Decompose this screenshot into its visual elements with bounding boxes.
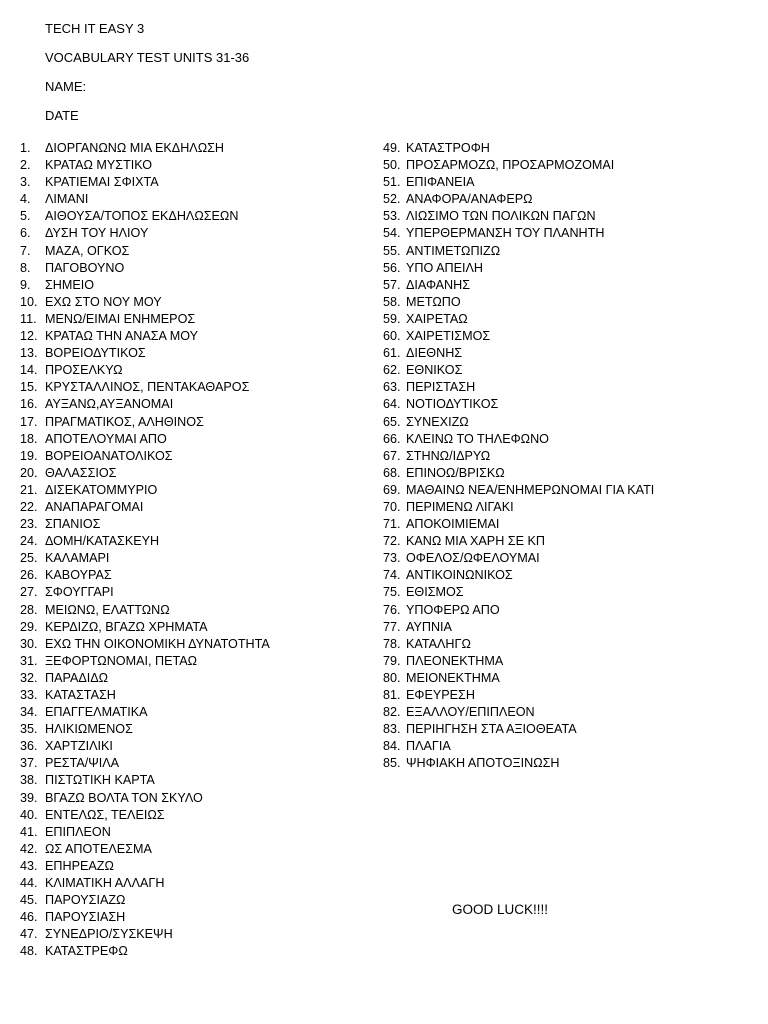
item-number: 22.	[20, 499, 38, 514]
item-term: ΗΛΙΚΙΩΜΕΝΟΣ	[45, 722, 133, 737]
list-item	[383, 448, 763, 465]
list-item	[20, 396, 360, 413]
item-number: 7.	[20, 243, 31, 258]
item-term: ΜΕΙΩΝΩ, ΕΛΑΤΤΩΝΩ	[45, 602, 170, 617]
document-header	[45, 21, 249, 137]
item-number: 13.	[20, 346, 38, 361]
item-term: ΛΙΩΣΙΜΟ ΤΩΝ ΠΟΛΙΚΩΝ ΠΑΓΩΝ	[406, 209, 596, 224]
item-term: ΚΑΤΑΛΗΓΩ	[406, 636, 471, 651]
list-item	[383, 619, 763, 636]
item-number: 36.	[20, 739, 38, 754]
item-number: 74.	[383, 568, 401, 583]
item-number: 58.	[383, 294, 401, 309]
item-number: 38.	[20, 773, 38, 788]
item-number: 50.	[383, 158, 401, 173]
list-item	[383, 191, 763, 208]
item-term: ΠΕΡΙΗΓΗΣΗ ΣΤΑ ΑΞΙΟΘΕΑΤΑ	[406, 722, 577, 737]
list-item	[383, 311, 763, 328]
name-label: NAME:	[45, 79, 87, 94]
vocabulary-list-left	[20, 140, 360, 961]
item-number: 78.	[383, 636, 401, 651]
list-item	[20, 687, 360, 704]
list-item	[383, 362, 763, 379]
item-term: ΠΡΟΣΕΛΚΥΩ	[45, 363, 123, 378]
list-item	[20, 140, 360, 157]
list-item	[20, 414, 360, 431]
list-item	[383, 294, 763, 311]
item-number: 41.	[20, 824, 38, 839]
item-number: 62.	[383, 363, 401, 378]
list-item	[20, 482, 360, 499]
list-item	[383, 499, 763, 516]
list-item	[20, 755, 360, 772]
item-term: ΠΛΕΟΝΕΚΤΗΜΑ	[406, 653, 504, 668]
list-item	[383, 584, 763, 601]
list-item	[383, 721, 763, 738]
list-item	[383, 687, 763, 704]
item-term: ΔΙΑΦΑΝΗΣ	[406, 277, 471, 292]
list-item	[20, 721, 360, 738]
list-item	[20, 431, 360, 448]
item-number: 35.	[20, 722, 38, 737]
list-item	[20, 448, 360, 465]
item-number: 20.	[20, 465, 38, 480]
item-number: 57.	[383, 277, 401, 292]
item-number: 31.	[20, 653, 38, 668]
item-number: 9.	[20, 277, 31, 292]
item-number: 67.	[383, 448, 401, 463]
list-item	[20, 379, 360, 396]
item-number: 23.	[20, 517, 38, 532]
item-term: ΣΥΝΕΧΙΖΩ	[406, 414, 469, 429]
item-term: ΥΠΟ ΑΠΕΙΛΗ	[406, 260, 483, 275]
item-number: 3.	[20, 175, 31, 190]
list-item	[20, 636, 360, 653]
item-number: 51.	[383, 175, 401, 190]
item-number: 59.	[383, 311, 401, 326]
item-term: ΑΠΟΤΕΛΟΥΜΑΙ ΑΠΟ	[45, 431, 167, 446]
list-item	[383, 482, 763, 499]
item-number: 6.	[20, 226, 31, 241]
list-item	[20, 926, 360, 943]
list-item	[383, 550, 763, 567]
list-item	[20, 790, 360, 807]
item-number: 44.	[20, 876, 38, 891]
item-number: 63.	[383, 380, 401, 395]
item-term: ΚΕΡΔΙΖΩ, ΒΓΑΖΩ ΧΡΗΜΑΤΑ	[45, 619, 208, 634]
item-number: 85.	[383, 756, 401, 771]
list-item	[20, 824, 360, 841]
list-item	[383, 208, 763, 225]
item-term: ΒΟΡΕΙΟΔΥΤΙΚΟΣ	[45, 346, 146, 361]
list-item	[20, 841, 360, 858]
list-item	[383, 243, 763, 260]
item-term: ΔΙΟΡΓΑΝΩΝΩ ΜΙΑ ΕΚΔΗΛΩΣΗ	[45, 141, 225, 155]
list-item	[20, 875, 360, 892]
item-number: 60.	[383, 329, 401, 344]
list-item	[383, 414, 763, 431]
list-item	[20, 157, 360, 174]
item-number: 33.	[20, 688, 38, 702]
item-term: ΕΘΝΙΚΟΣ	[406, 363, 463, 378]
list-item	[20, 772, 360, 789]
date-label: DATE	[45, 108, 79, 123]
item-term: ΕΠΙΠΛΕΟΝ	[45, 824, 111, 839]
item-term: ΠΑΓΟΒΟΥΝΟ	[45, 260, 125, 275]
item-term: ΑΝΑΠΑΡΑΓΟΜΑΙ	[45, 499, 144, 514]
item-term: ΑΠΟΚΟΙΜΙΕΜΑΙ	[406, 517, 500, 532]
item-term: ΠΡΟΣΑΡΜΟΖΩ, ΠΡΟΣΑΡΜΟΖΟΜΑΙ	[406, 158, 615, 173]
item-number: 28.	[20, 602, 38, 617]
item-term: ΝΟΤΙΟΔΥΤΙΚΟΣ	[406, 397, 499, 412]
item-number: 16.	[20, 397, 38, 412]
item-number: 84.	[383, 739, 401, 754]
list-item	[20, 909, 360, 926]
item-term: ΣΤΗΝΩ/ΙΔΡΥΩ	[406, 448, 491, 463]
item-term: ΟΦΕΛΟΣ/ΩΦΕΛΟΥΜΑΙ	[406, 551, 540, 566]
list-item	[383, 704, 763, 721]
item-term: ΔΟΜΗ/ΚΑΤΑΣΚΕΥΗ	[45, 534, 160, 549]
item-number: 12.	[20, 329, 38, 344]
list-item	[383, 225, 763, 242]
item-number: 55.	[383, 243, 401, 258]
item-number: 71.	[383, 517, 401, 532]
item-term: ΕΠΗΡΕΑΖΩ	[45, 858, 114, 873]
item-number: 81.	[383, 688, 401, 702]
item-number: 1.	[20, 141, 31, 155]
item-term: ΩΣ ΑΠΟΤΕΛΕΣΜΑ	[45, 841, 152, 856]
item-term: ΡΕΣΤΑ/ΨΙΛΑ	[45, 756, 120, 771]
list-item	[20, 602, 360, 619]
list-item	[20, 807, 360, 824]
list-item	[20, 191, 360, 208]
item-term: ΣΗΜΕΙΟ	[45, 277, 95, 292]
item-term: ΠΕΡΙΣΤΑΣΗ	[406, 380, 476, 395]
item-number: 79.	[383, 653, 401, 668]
list-item	[383, 345, 763, 362]
item-term: ΔΥΣΗ ΤΟΥ ΗΛΙΟΥ	[45, 226, 149, 241]
item-term: ΧΑΙΡΕΤΙΣΜΟΣ	[406, 329, 491, 344]
item-number: 26.	[20, 568, 38, 583]
item-term: ΔΙΣΕΚΑΤΟΜΜΥΡΙΟ	[45, 482, 158, 497]
list-item	[20, 311, 360, 328]
list-item	[20, 653, 360, 670]
item-term: ΕΦΕΥΡΕΣΗ	[406, 688, 475, 702]
item-term: ΣΥΝΕΔΡΙΟ/ΣΥΣΚΕΨΗ	[45, 927, 173, 942]
item-term: ΔΙΕΘΝΗΣ	[406, 346, 463, 361]
item-term: ΕΠΙΦΑΝΕΙΑ	[406, 175, 475, 190]
item-number: 15.	[20, 380, 38, 395]
item-term: ΕΞΑΛΛΟΥ/ΕΠΙΠΛΕΟΝ	[406, 705, 535, 720]
closing-message: GOOD LUCK!!!!	[452, 902, 549, 917]
list-item	[20, 516, 360, 533]
item-term: ΞΕΦΟΡΤΩΝΟΜΑΙ, ΠΕΤΑΩ	[45, 653, 198, 668]
item-number: 75.	[383, 585, 401, 600]
item-term: ΕΘΙΣΜΟΣ	[406, 585, 464, 600]
list-item	[20, 550, 360, 567]
item-number: 30.	[20, 636, 38, 651]
list-item	[20, 225, 360, 242]
item-term: ΚΛΕΙΝΩ ΤΟ ΤΗΛΕΦΩΝΟ	[406, 431, 549, 446]
item-number: 68.	[383, 465, 401, 480]
item-term: ΚΑΝΩ ΜΙΑ ΧΑΡΗ ΣΕ ΚΠ	[406, 534, 545, 549]
item-number: 14.	[20, 363, 38, 378]
list-item	[383, 260, 763, 277]
item-term: ΚΑΤΑΣΤΡΕΦΩ	[45, 944, 128, 959]
list-item	[20, 892, 360, 909]
item-number: 17.	[20, 414, 38, 429]
list-item	[20, 294, 360, 311]
list-item	[383, 653, 763, 670]
item-term: ΣΦΟΥΓΓΑΡΙ	[45, 585, 114, 600]
item-term: ΜΑΖΑ, ΟΓΚΟΣ	[45, 243, 130, 258]
item-number: 65.	[383, 414, 401, 429]
item-term: ΚΑΤΑΣΤΑΣΗ	[45, 688, 116, 702]
item-number: 46.	[20, 910, 38, 925]
item-term: ΛΙΜΑΝΙ	[45, 192, 89, 207]
list-item	[20, 174, 360, 191]
list-item	[383, 755, 763, 772]
item-term: ΚΡΑΤΑΩ ΜΥΣΤΙΚΟ	[45, 158, 153, 173]
item-term: ΠΡΑΓΜΑΤΙΚΟΣ, ΑΛΗΘΙΝΟΣ	[45, 414, 204, 429]
item-term: ΕΧΩ ΣΤΟ ΝΟΥ ΜΟΥ	[45, 294, 162, 309]
item-term: ΚΑΒΟΥΡΑΣ	[45, 568, 112, 583]
item-number: 47.	[20, 927, 38, 942]
item-number: 34.	[20, 705, 38, 720]
item-number: 37.	[20, 756, 38, 771]
list-item	[20, 858, 360, 875]
item-term: ΠΙΣΤΩΤΙΚΗ ΚΑΡΤΑ	[45, 773, 155, 788]
item-term: ΑΝΤΙΚΟΙΝΩΝΙΚΟΣ	[406, 568, 513, 583]
list-item	[383, 670, 763, 687]
item-number: 76.	[383, 602, 401, 617]
list-item	[20, 243, 360, 260]
item-number: 83.	[383, 722, 401, 737]
list-item	[383, 277, 763, 294]
item-term: ΚΡΥΣΤΑΛΛΙΝΟΣ, ΠΕΝΤΑΚΑΘΑΡΟΣ	[45, 380, 250, 395]
item-term: ΧΑΙΡΕΤΑΩ	[406, 311, 468, 326]
item-term: ΚΡΑΤΙΕΜΑΙ ΣΦΙΧΤΑ	[45, 175, 159, 190]
item-term: ΜΕΙΟΝΕΚΤΗΜΑ	[406, 670, 500, 685]
item-term: ΧΑΡΤΖΙΛΙΚΙ	[45, 739, 113, 754]
item-number: 56.	[383, 260, 401, 275]
item-number: 61.	[383, 346, 401, 361]
item-term: ΕΠΑΓΓΕΛΜΑΤΙΚΑ	[45, 705, 148, 720]
item-term: ΣΠΑΝΙΟΣ	[45, 517, 101, 532]
item-number: 11.	[20, 311, 37, 326]
item-number: 52.	[383, 192, 401, 207]
item-number: 49.	[383, 141, 401, 155]
list-item	[20, 362, 360, 379]
item-term: ΜΕΝΩ/ΕΙΜΑΙ ΕΝΗΜΕΡΟΣ	[45, 311, 196, 326]
item-number: 54.	[383, 226, 401, 241]
list-item	[383, 516, 763, 533]
list-item	[20, 533, 360, 550]
item-term: ΨΗΦΙΑΚΗ ΑΠΟΤΟΞΙΝΩΣΗ	[406, 756, 560, 771]
list-item	[20, 738, 360, 755]
item-number: 4.	[20, 192, 31, 207]
item-term: ΥΠΟΦΕΡΩ ΑΠΟ	[406, 602, 500, 617]
item-number: 40.	[20, 807, 38, 822]
item-number: 8.	[20, 260, 31, 275]
list-item	[383, 636, 763, 653]
list-item	[20, 567, 360, 584]
item-number: 32.	[20, 670, 38, 685]
list-item	[20, 465, 360, 482]
course-title: TECH IT EASY 3	[45, 21, 145, 36]
item-term: ΚΑΛΑΜΑΡΙ	[45, 551, 110, 566]
list-item	[20, 260, 360, 277]
list-item	[20, 943, 360, 960]
item-term: ΜΕΤΩΠΟ	[406, 294, 461, 309]
list-item	[20, 670, 360, 687]
item-number: 29.	[20, 619, 38, 634]
item-term: ΑΥΠΝΙΑ	[406, 619, 452, 634]
item-number: 64.	[383, 397, 401, 412]
list-item	[20, 345, 360, 362]
list-item	[383, 738, 763, 755]
item-term: ΑΙΘΟΥΣΑ/ΤΟΠΟΣ ΕΚΔΗΛΩΣΕΩΝ	[45, 209, 239, 224]
item-number: 19.	[20, 448, 38, 463]
list-item	[383, 533, 763, 550]
item-number: 21.	[20, 482, 38, 497]
list-item	[383, 379, 763, 396]
item-term: ΒΓΑΖΩ ΒΟΛΤΑ ΤΟΝ ΣΚΥΛΟ	[45, 790, 203, 805]
list-item	[383, 140, 763, 157]
item-number: 18.	[20, 431, 38, 446]
list-item	[20, 619, 360, 636]
list-item	[383, 465, 763, 482]
item-term: ΠΑΡΟΥΣΙΑΖΩ	[45, 893, 126, 908]
item-number: 70.	[383, 499, 401, 514]
item-term: ΚΑΤΑΣΤΡΟΦΗ	[406, 141, 490, 155]
item-term: ΕΝΤΕΛΩΣ, ΤΕΛΕΙΩΣ	[45, 807, 165, 822]
item-term: ΠΑΡΟΥΣΙΑΣΗ	[45, 910, 126, 925]
item-term: ΑΝΑΦΟΡΑ/ΑΝΑΦΕΡΩ	[406, 192, 533, 207]
list-item	[20, 584, 360, 601]
item-term: ΠΕΡΙΜΕΝΩ ΛΙΓΑΚΙ	[406, 499, 514, 514]
item-number: 5.	[20, 209, 31, 224]
item-number: 24.	[20, 534, 38, 549]
item-number: 42.	[20, 841, 38, 856]
item-term: ΕΧΩ ΤΗΝ ΟΙΚΟΝΟΜΙΚΗ ΔΥΝΑΤΟΤΗΤΑ	[45, 636, 270, 651]
list-item	[383, 328, 763, 345]
list-item	[20, 208, 360, 225]
item-number: 73.	[383, 551, 401, 566]
list-item	[20, 499, 360, 516]
test-title: VOCABULARY TEST UNITS 31-36	[45, 50, 250, 65]
item-term: ΠΛΑΓΙΑ	[406, 739, 451, 754]
item-number: 53.	[383, 209, 401, 224]
item-number: 45.	[20, 893, 38, 908]
vocabulary-list-right	[383, 140, 763, 772]
list-item	[383, 567, 763, 584]
item-number: 72.	[383, 534, 401, 549]
list-item	[20, 704, 360, 721]
item-number: 43.	[20, 858, 38, 873]
item-number: 77.	[383, 619, 401, 634]
item-number: 10.	[20, 294, 38, 309]
item-term: ΕΠΙΝΟΩ/ΒΡΙΣΚΩ	[406, 465, 505, 480]
item-number: 66.	[383, 431, 401, 446]
item-term: ΚΛΙΜΑΤΙΚΗ ΑΛΛΑΓΗ	[45, 876, 165, 891]
item-number: 80.	[383, 670, 401, 685]
item-number: 2.	[20, 158, 31, 173]
item-term: ΑΥΞΑΝΩ,ΑΥΞΑΝΟΜΑΙ	[45, 397, 174, 412]
item-number: 39.	[20, 790, 38, 805]
item-term: ΠΑΡΑΔΙΔΩ	[45, 670, 109, 685]
item-number: 69.	[383, 482, 401, 497]
item-number: 25.	[20, 551, 38, 566]
item-number: 48.	[20, 944, 38, 959]
list-item	[383, 174, 763, 191]
list-item	[20, 277, 360, 294]
item-number: 27.	[20, 585, 38, 600]
item-term: ΚΡΑΤΑΩ ΤΗΝ ΑΝΑΣΑ ΜΟΥ	[45, 329, 199, 344]
list-item	[383, 157, 763, 174]
item-term: ΜΑΘΑΙΝΩ ΝΕΑ/ΕΝΗΜΕΡΩΝΟΜΑΙ ΓΙΑ ΚΑΤΙ	[406, 482, 655, 497]
list-item	[383, 431, 763, 448]
item-term: ΑΝΤΙΜΕΤΩΠΙΖΩ	[406, 243, 501, 258]
item-term: ΘΑΛΑΣΣΙΟΣ	[45, 465, 117, 480]
list-item	[383, 396, 763, 413]
list-item	[20, 328, 360, 345]
item-term: ΥΠΕΡΘΕΡΜΑΝΣΗ ΤΟΥ ΠΛΑΝΗΤΗ	[406, 226, 605, 241]
list-item	[383, 602, 763, 619]
item-number: 82.	[383, 705, 401, 720]
item-term: ΒΟΡΕΙΟΑΝΑΤΟΛΙΚΟΣ	[45, 448, 173, 463]
